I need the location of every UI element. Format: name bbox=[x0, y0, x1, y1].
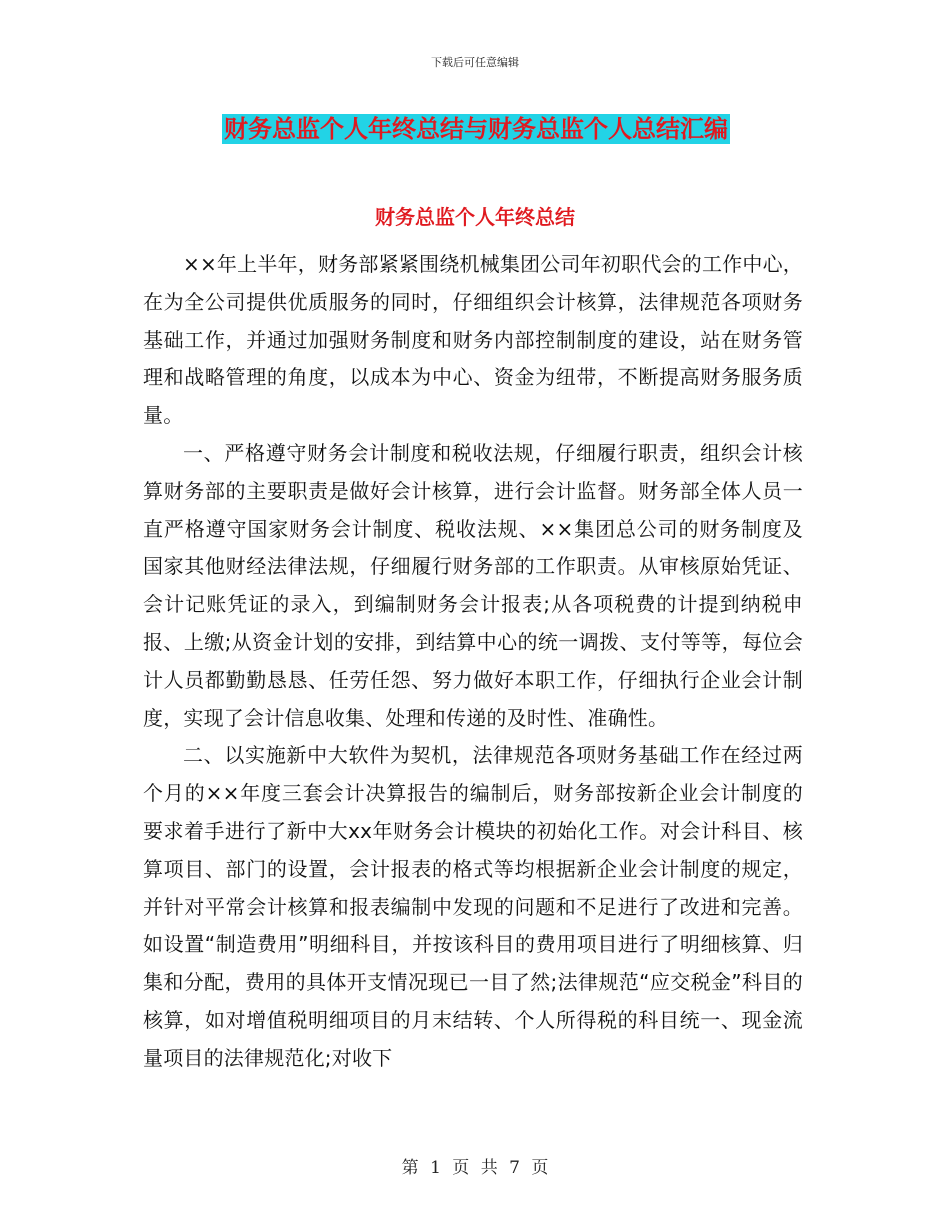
body-paragraph-1: ××年上半年，财务部紧紧围绕机械集团公司年初职代会的工作中心，在为全公司提供优质服务的同时，仔细组织会计核算，法律规范各项财务基础工作，并通过加强财务制度和财务内部控制制度的建设，站在财务管理和战略管理的角度，以成本为中心、资金为纽带，不断提高财务服务质量。 bbox=[143, 252, 803, 428]
header-note: 下载后可任意编辑 bbox=[431, 56, 519, 69]
document-title: 财务总监个人年终总结与财务总监个人总结汇编 bbox=[224, 115, 728, 143]
page-number-footer: 第 1 页 共 7 页 bbox=[401, 1158, 549, 1178]
body-paragraph-2: 一、严格遵守财务会计制度和税收法规，仔细履行职责，组织会计核算财务部的主要职责是做好会计核算，进行会计监督。财务部全体人员一直严格遵守国家财务会计制度、税收法规、××集团总公司的财务制度及国家其他财经法律法规，仔细履行财务部的工作职责。从审核原始凭证、会计记账凭证的录入，到编制财务会计报表;从各项税费的计提到纳税申报、上缴;从资金计划的安排，到结算中心的统一调拨、支付等等，每位会计人员都勤勤恳恳、任劳任怨、努力做好本职工作，仔细执行企业会计制度，实现了会计信息收集、处理和传递的及时性、准确性。 bbox=[143, 440, 803, 730]
document-body bbox=[143, 246, 803, 1078]
section-title: 财务总监个人年终总结 bbox=[375, 205, 575, 229]
body-paragraph-3: 二、以实施新中大软件为契机，法律规范各项财务基础工作在经过两个月的××年度三套会计决算报告的编制后，财务部按新企业会计制度的要求着手进行了新中大xx年财务会计模块的初始化工作。对会计科目、核算项目、部门的设置，会计报表的格式等均根据新企业会计制度的规定，并针对平常会计核算和报表编制中发现的问题和不足进行了改进和完善。如设置“制造费用”明细科目，并按该科目的费用项目进行了明细核算、归集和分配，费用的具体开支情况现已一目了然;法律规范“应交税金”科目的核算，如对增值税明细项目的月末结转、个人所得税的科目统一、现金流量项目的法律规范化;对收下 bbox=[143, 743, 803, 1070]
